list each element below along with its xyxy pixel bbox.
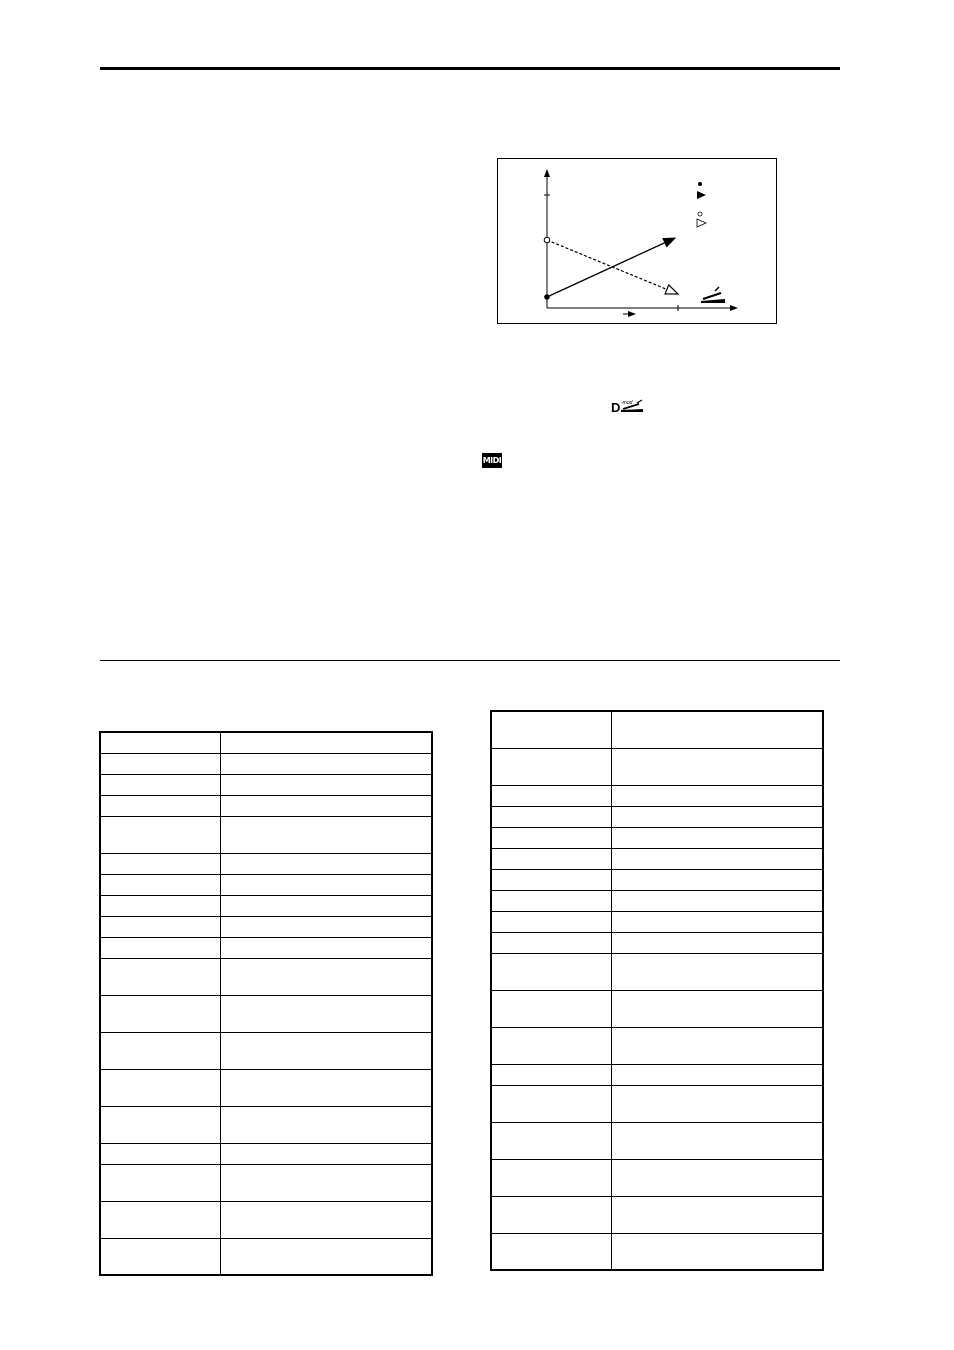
- dmod-icon: [611, 398, 647, 414]
- table-cell-value: [220, 874, 432, 895]
- table-cell-value: [220, 1164, 432, 1201]
- table-cell-key: [491, 1064, 611, 1085]
- table-cell-key: [100, 1069, 220, 1106]
- svg-text:-mod: -mod: [621, 400, 633, 406]
- table-cell-value: [220, 1201, 432, 1238]
- table-cell-key: [100, 995, 220, 1032]
- table-cell-value: [220, 1106, 432, 1143]
- table-cell-key: [491, 1085, 611, 1122]
- table-row: [491, 1064, 823, 1085]
- table-row: [100, 958, 432, 995]
- table-cell-value: [220, 937, 432, 958]
- filled-dot-icon: [544, 294, 550, 300]
- table-cell-key: [491, 711, 611, 748]
- table-row: [100, 937, 432, 958]
- table-row: [491, 1159, 823, 1196]
- table-row: [100, 1069, 432, 1106]
- diagram-frame: [498, 159, 777, 324]
- table-row: [491, 953, 823, 990]
- table-cell-key: [100, 774, 220, 795]
- table-cell-key: [491, 932, 611, 953]
- table-row: [491, 1196, 823, 1233]
- hollow-dot-icon: [544, 237, 550, 243]
- table-cell-key: [100, 1032, 220, 1069]
- section-rule: [100, 660, 840, 661]
- table-cell-value: [611, 806, 823, 827]
- table-row: [100, 1238, 432, 1275]
- table-row: [491, 1122, 823, 1159]
- table-cell-value: [220, 1143, 432, 1164]
- table-cell-key: [100, 853, 220, 874]
- table-row: [100, 916, 432, 937]
- table-cell-key: [100, 816, 220, 853]
- table-cell-value: [611, 911, 823, 932]
- table-cell-key: [491, 890, 611, 911]
- table-row: [100, 1164, 432, 1201]
- table-cell-value: [220, 995, 432, 1032]
- table-cell-value: [220, 732, 432, 753]
- table-row: [491, 990, 823, 1027]
- table-row: [491, 911, 823, 932]
- table-cell-value: [611, 953, 823, 990]
- table-row: [100, 1106, 432, 1143]
- table-cell-value: [611, 869, 823, 890]
- table-cell-key: [491, 848, 611, 869]
- table-row: [100, 1201, 432, 1238]
- table-row: [100, 874, 432, 895]
- table-row: [491, 785, 823, 806]
- table-cell-key: [100, 1238, 220, 1275]
- left-table: [99, 731, 433, 1276]
- table-cell-key: [100, 874, 220, 895]
- table-row: [100, 795, 432, 816]
- table-row: [491, 827, 823, 848]
- table-row: [100, 853, 432, 874]
- table-cell-key: [491, 911, 611, 932]
- table-cell-key: [100, 937, 220, 958]
- table-row: [491, 890, 823, 911]
- table-cell-value: [220, 1032, 432, 1069]
- table-row: [491, 748, 823, 785]
- table-cell-key: [491, 806, 611, 827]
- table-cell-value: [611, 1027, 823, 1064]
- table-cell-value: [220, 1069, 432, 1106]
- table-row: [100, 895, 432, 916]
- table-cell-value: [611, 1233, 823, 1270]
- table-cell-value: [220, 1238, 432, 1275]
- table-cell-key: [491, 869, 611, 890]
- table-row: [491, 711, 823, 748]
- table-row: [100, 1143, 432, 1164]
- table-row: [491, 1233, 823, 1270]
- table-cell-value: [611, 990, 823, 1027]
- table-cell-key: [491, 1196, 611, 1233]
- table-cell-value: [611, 748, 823, 785]
- table-cell-value: [611, 785, 823, 806]
- table-row: [100, 816, 432, 853]
- table-cell-key: [100, 753, 220, 774]
- table-row: [491, 869, 823, 890]
- table-cell-value: [220, 853, 432, 874]
- table-row: [491, 806, 823, 827]
- table-row: [100, 732, 432, 753]
- table-cell-key: [491, 1159, 611, 1196]
- table-cell-value: [220, 916, 432, 937]
- table-cell-value: [611, 1196, 823, 1233]
- table-cell-value: [220, 774, 432, 795]
- legend-filled-dot-icon: [698, 182, 702, 186]
- table-row: [491, 932, 823, 953]
- table-cell-key: [491, 990, 611, 1027]
- table-cell-key: [491, 748, 611, 785]
- table-cell-value: [220, 753, 432, 774]
- table-cell-key: [491, 1233, 611, 1270]
- table-cell-key: [100, 958, 220, 995]
- table-cell-key: [100, 916, 220, 937]
- table-cell-value: [220, 958, 432, 995]
- table-cell-key: [100, 1106, 220, 1143]
- table-row: [100, 753, 432, 774]
- table-cell-value: [611, 711, 823, 748]
- right-table: [490, 710, 824, 1271]
- table-cell-value: [611, 1122, 823, 1159]
- midi-icon: MIDI: [482, 453, 502, 468]
- table-cell-key: [491, 827, 611, 848]
- header-rule: [100, 67, 840, 70]
- table-cell-value: [611, 827, 823, 848]
- table-row: [100, 774, 432, 795]
- svg-text:D: D: [611, 400, 621, 414]
- legend-hollow-dot-icon: [698, 212, 702, 216]
- table-row: [491, 1085, 823, 1122]
- table-cell-value: [611, 890, 823, 911]
- table-cell-value: [220, 895, 432, 916]
- table-row: [491, 848, 823, 869]
- table-cell-value: [611, 1085, 823, 1122]
- table-row: [100, 1032, 432, 1069]
- table-cell-key: [100, 1143, 220, 1164]
- table-cell-value: [611, 848, 823, 869]
- table-cell-key: [491, 1122, 611, 1159]
- table-cell-value: [611, 1064, 823, 1085]
- table-cell-value: [611, 932, 823, 953]
- table-cell-value: [220, 795, 432, 816]
- table-row: [100, 995, 432, 1032]
- table-cell-key: [491, 953, 611, 990]
- velocity-diagram: [497, 158, 777, 324]
- table-cell-key: [491, 785, 611, 806]
- table-cell-key: [491, 1027, 611, 1064]
- table-row: [491, 1027, 823, 1064]
- table-cell-key: [100, 795, 220, 816]
- table-cell-value: [611, 1159, 823, 1196]
- table-cell-key: [100, 732, 220, 753]
- table-cell-value: [220, 816, 432, 853]
- table-cell-key: [100, 1201, 220, 1238]
- table-cell-key: [100, 1164, 220, 1201]
- table-cell-key: [100, 895, 220, 916]
